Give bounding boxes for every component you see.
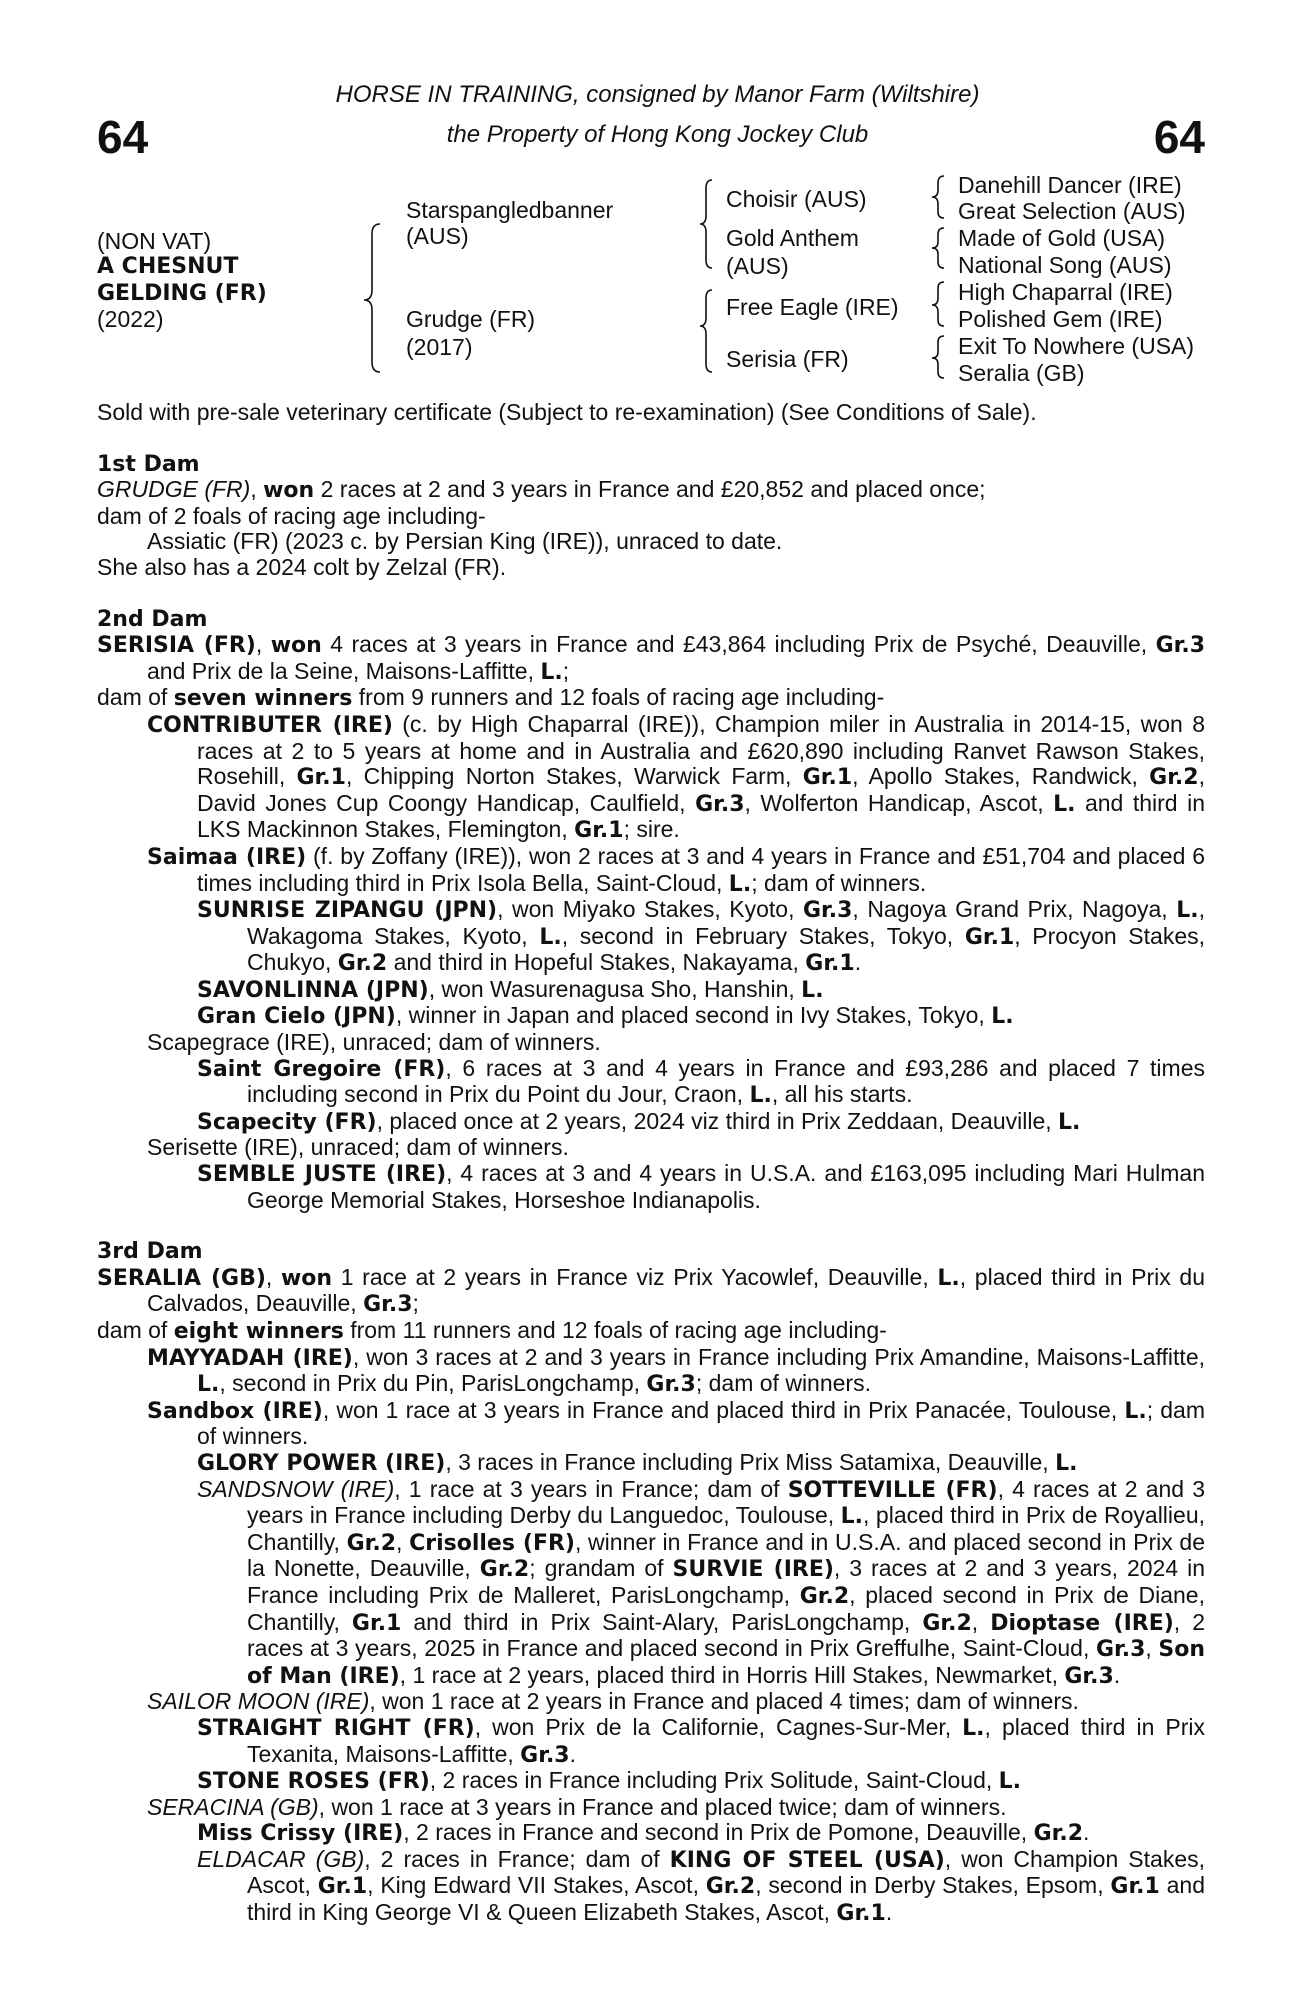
produce-sandbox: Sandbox (IRE), won 1 race at 3 years in France and placed third in Prix Panacée, Toulouse, L.; dam of winners.	[147, 1396, 1205, 1450]
first-dam-offspring: Assiatic (FR) (2023 c. by Persian King (IRE)), unraced to date.	[147, 528, 783, 555]
second-dam-heading: 2nd Dam	[97, 606, 208, 632]
produce-saimaa: Saimaa (IRE) (f. by Zoffany (IRE)), won 2 races at 3 and 4 years in France and £51,704 and placed 6 times including third in Prix Isola Bella, Saint-Cloud, L.; dam of winners.	[147, 842, 1205, 897]
produce-glory-power: GLORY POWER (IRE), 3 races in France including Prix Miss Satamixa, Deauville, L.	[197, 1448, 1078, 1476]
sire-sire: Choisir (AUS)	[726, 186, 867, 212]
horse-sex: GELDING (FR)	[97, 281, 267, 306]
produce-mayyadah: MAYYADAH (IRE), won 3 races at 2 and 3 years in France including Prix Amandine, Maisons-Laffitte, L., second in Prix du Pin, ParisLongchamp, Gr.3; dam of winners.	[147, 1343, 1206, 1398]
sire-name: Starspangledbanner	[406, 197, 614, 223]
second-dam-section	[97, 607, 1205, 1214]
produce-scapegrace: Scapegrace (IRE), unraced; dam of winners.	[147, 1029, 601, 1056]
produce-scapecity: Scapecity (FR), placed once at 2 years, 2024 viz third in Prix Zeddaan, Deauville, L.	[197, 1107, 1081, 1135]
produce-contributer: CONTRIBUTER (IRE) (c. by High Chaparral (IRE)), Champion miler in Australia in 2014-15, won 8 races at 2 to 5 years at home and in Australia and £620,890 including Ranvet Rawson Stakes, Rosehill, Gr.1, Chipping Norton Stakes, Warwick Farm, Gr.1, Apollo Stakes, Randwick, Gr.2, David Jones Cup Coongy Handicap, Caulfield, Gr.3, Wolferton Handicap, Ascot, L. and third in LKS Mackinnon Stakes, Flemington, Gr.1; sire.	[147, 710, 1205, 844]
first-dam-heading: 1st Dam	[97, 451, 200, 477]
produce-semble-juste: SEMBLE JUSTE (IRE), 4 races at 3 and 4 years in U.S.A. and £163,095 including Mari Hulman George Memorial Stakes, Horseshoe Indianapolis.	[197, 1160, 1205, 1213]
dam-name: Grudge (FR)	[406, 306, 536, 332]
produce-stone-roses: STONE ROSES (FR), 2 races in France including Prix Solitude, Saint-Cloud, L.	[197, 1767, 1022, 1795]
lot-number-right: 64	[1153, 111, 1205, 163]
third-dam-record: SERALIA (GB), won 1 race at 2 years in France viz Prix Yacowlef, Deauville, L., placed third in Prix du Calvados, Deauville, Gr.3;	[97, 1263, 1205, 1318]
vet-note: Sold with pre-sale veterinary certificate (Subject to re-examination) (See Conditions of Sale).	[97, 399, 1037, 425]
horse-year: (2022)	[97, 306, 164, 332]
first-dam-foals: dam of 2 foals of racing age including-	[97, 502, 486, 529]
produce-sailor-moon: SAILOR MOON (IRE), won 1 race at 2 years in France and placed 4 times; dam of winners.	[147, 1688, 1079, 1715]
produce-sandsnow: SANDSNOW (IRE), 1 race at 3 years in France; dam of SOTTEVILLE (FR), 4 races at 2 and 3 years in France including Derby du Languedoc, Toulouse, L., placed third in Prix de Royallieu, Chantilly, Gr.2, Crisolles (FR), winner in France and in U.S.A. and placed second in Prix de la Nonette, Deauville, Gr.2; grandam of SURVIE (IRE), 3 races at 2 and 3 years, 2024 in France including Prix de Malleret, ParisLongchamp, Gr.2, placed second in Prix de Diane, Chantilly, Gr.1 and third in Prix Saint-Alary, ParisLongchamp, Gr.2, Dioptase (IRE), 2 races at 3 years, 2025 in France and placed second in Prix Greffulhe, Saint-Cloud, Gr.3, Son of Man (IRE), 1 race at 2 years, placed third in Horris Hill Stakes, Newmarket, Gr.3.	[197, 1475, 1206, 1689]
third-dam-heading: 3rd Dam	[97, 1239, 203, 1265]
gen3-4: National Song (AUS)	[958, 252, 1172, 278]
lot-number-left: 64	[97, 111, 149, 163]
produce-eldacar: ELDACAR (GB), 2 races in France; dam of KING OF STEEL (USA), won Champion Stakes, Ascot, Gr.1, King Edward VII Stakes, Ascot, Gr.2, second in Derby Stakes, Epsom, Gr.1 and third in King George VI & Queen Elizabeth Stakes, Ascot, Gr.1.	[197, 1845, 1206, 1927]
gen3-1: Danehill Dancer (IRE)	[958, 172, 1182, 198]
first-dam-section	[97, 452, 1205, 581]
gen3-8: Seralia (GB)	[958, 360, 1085, 386]
second-dam-produce: dam of seven winners from 9 runners and 12 foals of racing age including-	[97, 684, 885, 712]
produce-sunrise-zipangu: SUNRISE ZIPANGU (JPN), won Miyako Stakes, Kyoto, Gr.3, Nagoya Grand Prix, Nagoya, L., Wakagoma Stakes, Kyoto, L., second in February Stakes, Tokyo, Gr.1, Procyon Stakes, Chukyo, Gr.2 and third in Hopeful Stakes, Nakayama, Gr.1.	[197, 896, 1206, 977]
gen3-5: High Chaparral (IRE)	[958, 279, 1173, 305]
header-consignor: HORSE IN TRAINING, consigned by Manor Farm (Wiltshire)	[335, 81, 980, 108]
produce-miss-crissy: Miss Crissy (IRE), 2 races in France and second in Prix de Pomone, Deauville, Gr.2.	[197, 1819, 1090, 1847]
vat-status: (NON VAT)	[97, 228, 212, 254]
produce-seracina: SERACINA (GB), won 1 race at 3 years in France and placed twice; dam of winners.	[147, 1793, 1007, 1820]
gen3-7: Exit To Nowhere (USA)	[958, 333, 1195, 359]
header-owner: the Property of Hong Kong Jockey Club	[446, 121, 869, 148]
first-dam-note: She also has a 2024 colt by Zelzal (FR).	[97, 553, 507, 580]
produce-saint-gregoire: Saint Gregoire (FR), 6 races at 3 and 4 years in France and £93,286 and placed 7 times including second in Prix du Point du Jour, Craon, L., all his starts.	[197, 1054, 1205, 1109]
gen3-2: Great Selection (AUS)	[958, 198, 1186, 224]
dam-year: (2017)	[406, 334, 473, 360]
sire-country: (AUS)	[406, 223, 469, 249]
produce-serisette: Serisette (IRE), unraced; dam of winners.	[147, 1134, 569, 1161]
horse-colour: A CHESNUT	[97, 254, 239, 279]
gen3-6: Polished Gem (IRE)	[958, 306, 1163, 332]
gen3-3: Made of Gold (USA)	[958, 225, 1166, 251]
first-dam-record: GRUDGE (FR), won 2 races at 2 and 3 years in France and £20,852 and placed once;	[97, 476, 986, 504]
third-dam-section	[97, 1239, 1205, 1926]
third-dam-produce: dam of eight winners from 11 runners and 12 foals of racing age including-	[97, 1317, 887, 1344]
produce-savonlinna: SAVONLINNA (JPN), won Wasurenagusa Sho, Hanshin, L.	[197, 975, 824, 1003]
catalogue-body	[97, 400, 1205, 1927]
produce-gran-cielo: Gran Cielo (JPN), winner in Japan and placed second in Ivy Stakes, Tokyo, L.	[197, 1002, 1014, 1030]
sire-dam: Gold Anthem	[726, 225, 859, 251]
second-dam-record: SERISIA (FR), won 4 races at 3 years in France and £43,864 including Prix de Psyché, Deauville, Gr.3 and Prix de la Seine, Maisons-Laffitte, L.;	[97, 631, 1206, 685]
sire-dam-country: (AUS)	[726, 253, 789, 279]
dam-dam: Serisia (FR)	[726, 346, 849, 372]
produce-straight-right: STRAIGHT RIGHT (FR), won Prix de la Californie, Cagnes-Sur-Mer, L., placed third in Prix Texanita, Maisons-Laffitte, Gr.3.	[197, 1713, 1206, 1768]
dam-sire: Free Eagle (IRE)	[726, 294, 899, 320]
